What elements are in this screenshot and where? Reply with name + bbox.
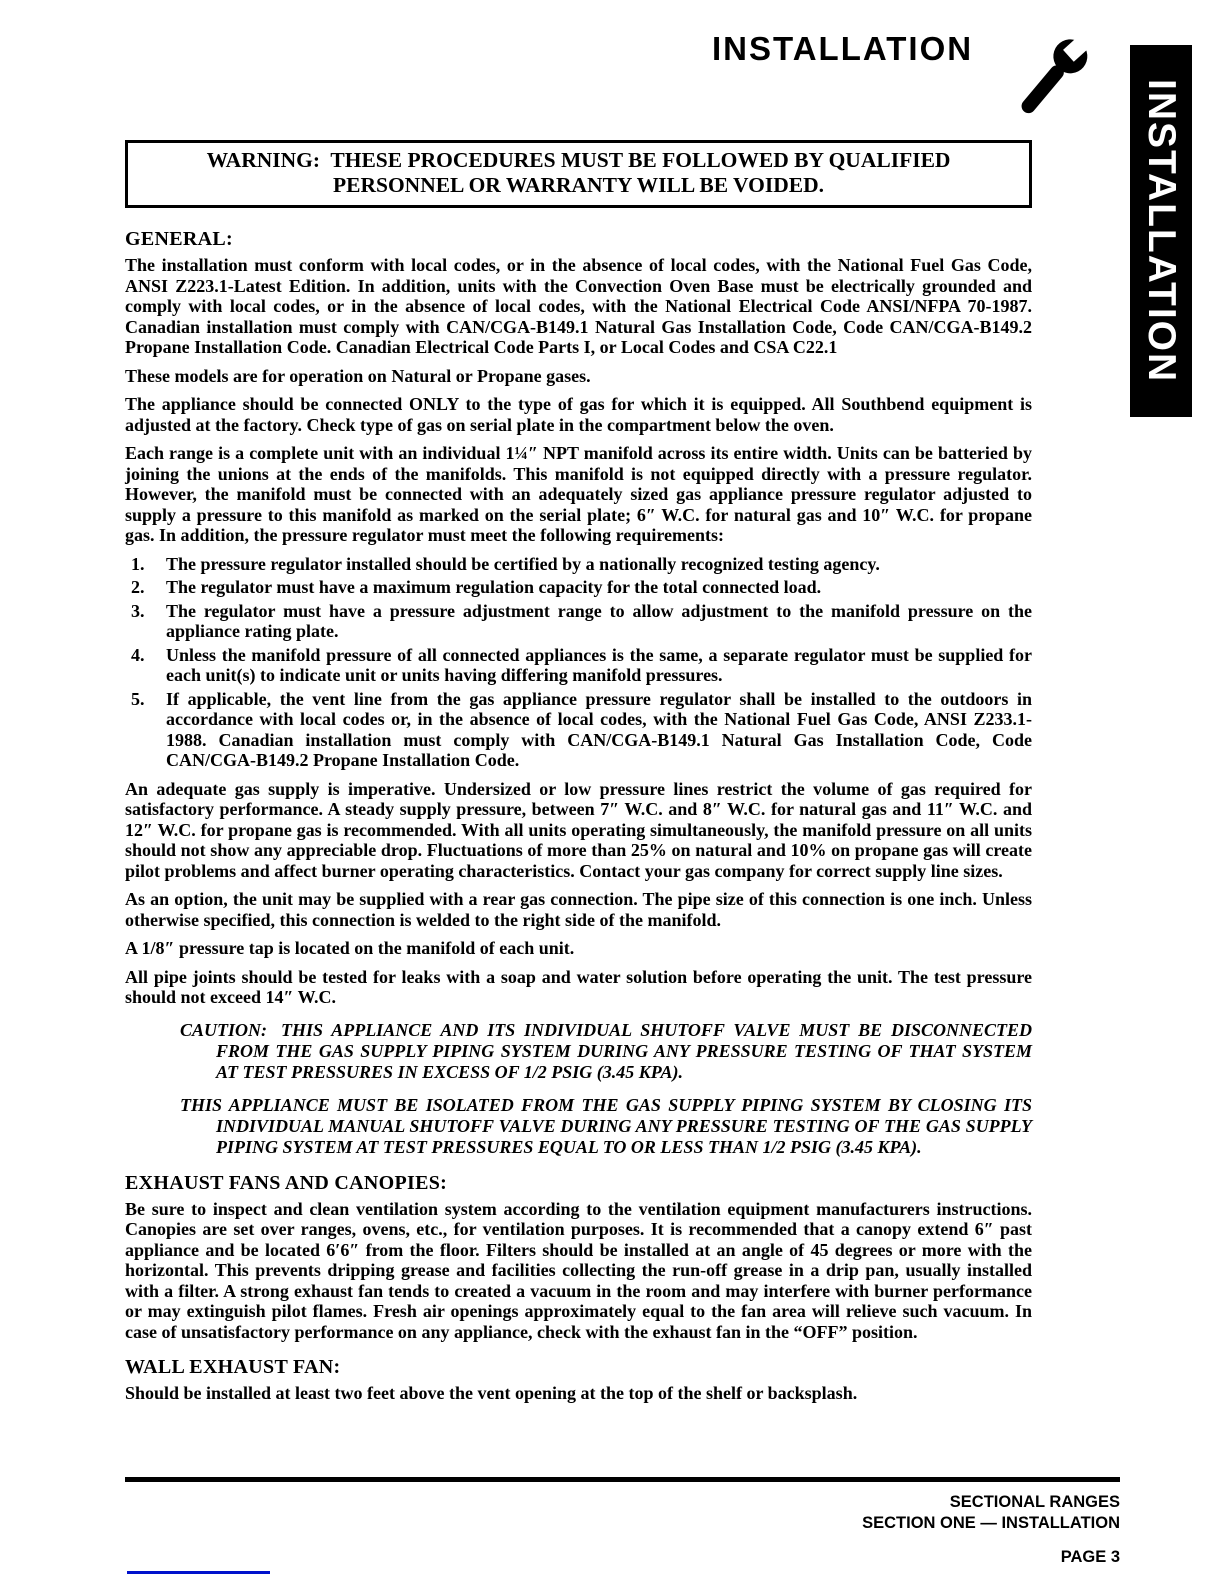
blue-underline-mark: [127, 1571, 270, 1574]
paragraph-general-8: All pipe joints should be tested for leaks with a soap and water solution before operating the unit. The test pressure should not exceed 14″ W.C.: [125, 966, 1032, 1007]
paragraph-general-2: These models are for operation on Natural or Propane gases.: [125, 365, 591, 386]
caution-paragraph-1: [180, 1020, 1032, 1083]
footer-section-title: SECTION ONE — INSTALLATION: [862, 1514, 1120, 1532]
warning-line-1: WARNING: THESE PROCEDURES MUST BE FOLLOWED BY QUALIFIED: [206, 148, 951, 172]
page-footer: [862, 1492, 1120, 1568]
list-number: 5.: [131, 688, 145, 709]
warning-box: [125, 140, 1032, 208]
list-item-text: The pressure regulator installed should be certified by a nationally recognized testing agency.: [166, 553, 880, 574]
footer-doc-title: SECTIONAL RANGES: [949, 1493, 1120, 1511]
list-number: 4.: [131, 644, 145, 665]
list-number: 1.: [131, 553, 145, 574]
paragraph-general-5: An adequate gas supply is imperative. Undersized or low pressure lines restrict the volume of gas required for satisfactory performance. A steady supply pressure, between 7″ W.C. and 8″ W.C. for natural gas and 11″ W.C. and 12″ W.C. for propane gas is recommended. With all units operating simultaneously, the manifold pressure on all units should not show any appreciable drop. Fluctuations of more than 25% on natural and 10% on propane gas will create pilot problems and affect burner operating characteristics. Contact your gas company for correct supply line sizes.: [125, 778, 1032, 881]
caution-text: THIS APPLIANCE MUST BE ISOLATED FROM THE GAS SUPPLY PIPING SYSTEM BY CLOSING ITS INDIVIDUAL MANUAL SHUTOFF VALVE DURING ANY PRESSURE TESTING OF THE GAS SUPPLY PIPING SYSTEM AT TEST PRESSURES EQUAL TO OR LESS THAN 1/2 PSIG (3.45 KPA).: [180, 1094, 1032, 1157]
list-item: [125, 577, 1032, 598]
footer-divider: [125, 1477, 1120, 1482]
paragraph-general-7: A 1/8″ pressure tap is located on the manifold of each unit.: [125, 938, 575, 958]
list-item-text: The regulator must have a maximum regulation capacity for the total connected load.: [166, 577, 822, 597]
list-item-text: The regulator must have a pressure adjustment range to allow adjustment to the manifold pressure on the appliance rating plate.: [166, 600, 1032, 641]
list-item: [125, 601, 1032, 642]
heading-wall-exhaust-fan: WALL EXHAUST FAN:: [125, 1356, 341, 1378]
footer-page-number: PAGE 3: [1060, 1548, 1120, 1566]
page-header: [712, 26, 1103, 136]
list-item-text: If applicable, the vent line from the gas appliance pressure regulator shall be installed to the outdoors in accordance with local codes or, in the absence of local codes, with the National Fuel Gas Code, ANSI Z233.1-1988. Canadian installation must comply with CAN/CGA-B149.1 Natural Gas Installation Code, Code CAN/CGA-B149.2 Propane Installation Code.: [166, 688, 1032, 770]
content-column: [125, 140, 1032, 1412]
paragraph-exhaust-1: Be sure to inspect and clean ventilation system according to the ventilation equipment manufacturers instructions. Canopies are set over ranges, ovens, etc., for ventilation purposes. It is recommended that a canopy extend 6″ past appliance and be located 6′6″ from the floor. Filters should be installed at an angle of 45 degrees or more with the horizontal. This prevents dripping grease and facilities collecting the run-off grease in a drip pan, usually installed with a filter. A strong exhaust fan tends to created a vacuum in the room and may interfere with burner performance or may extinguish pilot flames. Fresh air openings approximately equal to the fan area will relieve such vacuum. In case of unsatisfactory performance on any appliance, check with the exhaust fan in the “OFF” position.: [125, 1198, 1032, 1342]
caution-label: CAUTION:: [180, 1019, 268, 1040]
list-item: [125, 689, 1032, 771]
list-number: 3.: [131, 600, 145, 621]
regulator-requirements-list: [125, 554, 1032, 771]
paragraph-general-4: Each range is a complete unit with an individual 1¼″ NPT manifold across its entire width. Units can be batteried by joining the unions at the ends of the manifolds. This manifold is not equipped directly with a pressure regulator. However, the manifold must be connected with an adequately sized gas appliance pressure regulator adjusted to supply a pressure to this manifold as marked on the serial plate; 6″ W.C. for natural gas and 10″ W.C. for propane gas. In addition, the pressure regulator must meet the following requirements:: [125, 443, 1032, 545]
list-item: [125, 554, 1032, 575]
paragraph-wall-fan-1: Should be installed at least two feet above the vent opening at the top of the shelf or backsplash.: [125, 1383, 858, 1403]
caution-paragraph-2: [180, 1095, 1032, 1158]
wrench-icon: [1003, 18, 1103, 136]
list-item-text: Unless the manifold pressure of all connected appliances is the same, a separate regulator must be supplied for each unit(s) to indicate unit or units having differing manifold pressures.: [166, 644, 1032, 685]
heading-exhaust-fans: EXHAUST FANS AND CANOPIES:: [125, 1171, 448, 1194]
warning-line-2: PERSONNEL OR WARRANTY WILL BE VOIDED.: [332, 173, 824, 197]
page-title: INSTALLATION: [712, 30, 974, 67]
list-number: 2.: [131, 577, 145, 597]
section-side-tab-label: INSTALLATION: [1140, 78, 1183, 384]
heading-general: GENERAL:: [125, 228, 233, 250]
list-item: [125, 645, 1032, 686]
caution-text: THIS APPLIANCE AND ITS INDIVIDUAL SHUTOFF VALVE MUST BE DISCONNECTED FROM THE GAS SUPPLY PIPING SYSTEM DURING ANY PRESSURE TESTING OF THAT SYSTEM AT TEST PRESSURES IN EXCESS OF 1/2 PSIG (3.45 KPA).: [216, 1019, 1032, 1082]
paragraph-general-6: As an option, the unit may be supplied with a rear gas connection. The pipe size of this connection is one inch. Unless otherwise specified, this connection is welded to the right side of the manifold.: [125, 889, 1032, 930]
paragraph-general-1: The installation must conform with local codes, or in the absence of local codes, with the National Fuel Gas Code, ANSI Z223.1-Latest Edition. In addition, units with the Convection Oven Base must be electrically grounded and comply with local codes, or in the absence of local codes, with the National Electrical Code ANSI/NFPA 70-1987. Canadian installation must comply with CAN/CGA-B149.1 Natural Gas Installation Code, Code CAN/CGA-B149.2 Propane Installation Code. Canadian Electrical Code Parts I, or Local Codes and CSA C22.1: [125, 255, 1032, 357]
paragraph-general-3: The appliance should be connected ONLY to the type of gas for which it is equipped. All Southbend equipment is adjusted at the factory. Check type of gas on serial plate in the compartment below the oven.: [125, 394, 1032, 435]
section-side-tab: [1130, 45, 1192, 417]
